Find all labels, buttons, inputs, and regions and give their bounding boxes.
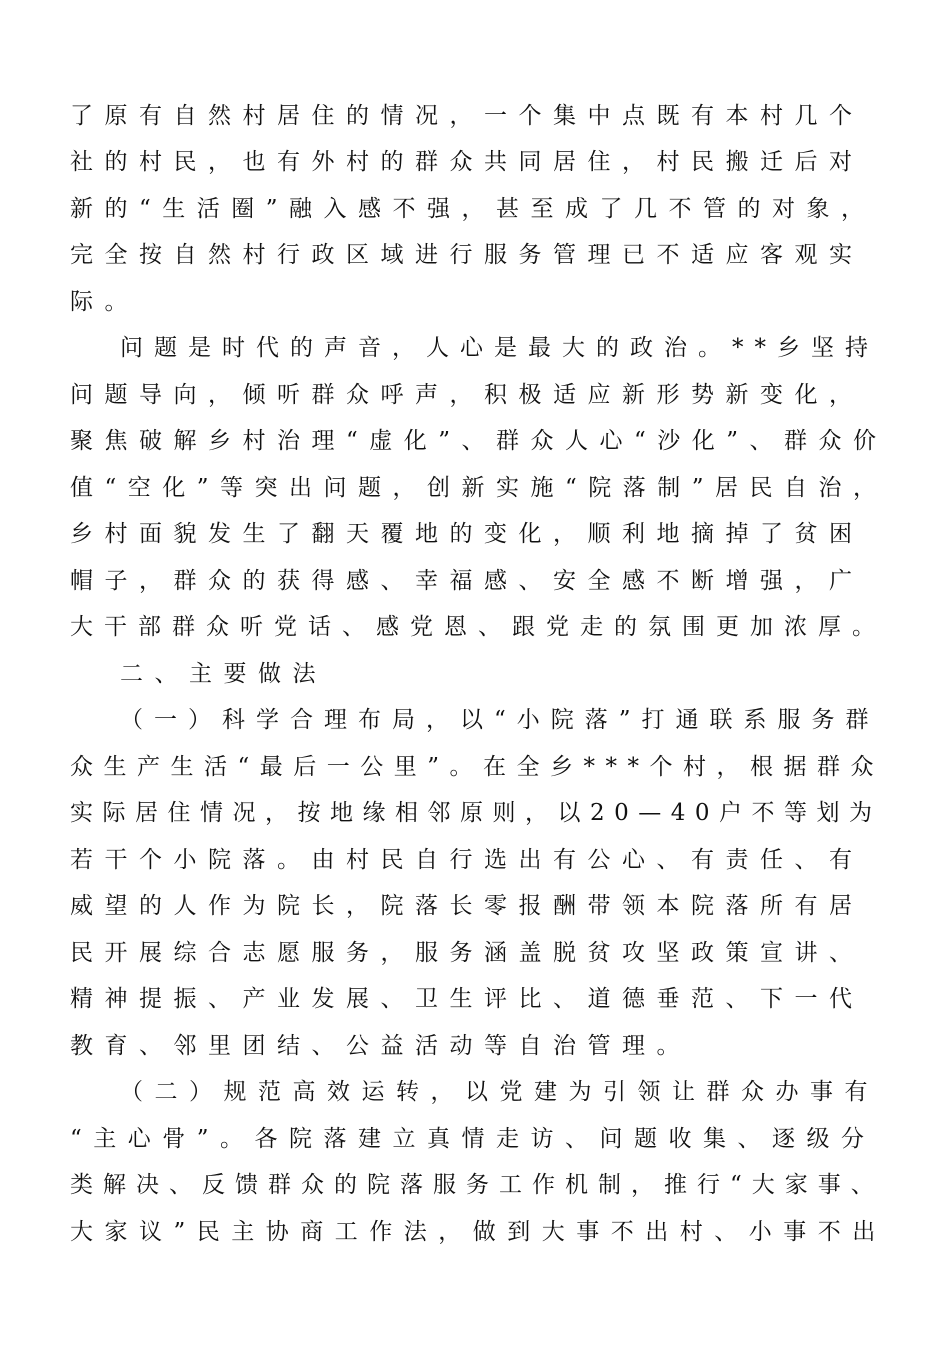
section-heading: 二、主要做法 [120,661,327,687]
text-line: 类解决、反馈群众的院落服务工作机制，推行“大家事、 [70,1172,884,1198]
text-line: 若干个小院落。由村民自行选出有公心、有责任、有 [70,847,864,873]
text-line: 问题导向，倾听群众呼声，积极适应新形势新变化， [70,382,864,408]
paragraph-start-line: （一）科学合理布局，以“小院落”打通联系服务群 [120,707,880,733]
text-line: 实际居住情况，按地缘相邻原则，以20—40户不等划为 [70,800,882,826]
text-line: 新的“生活圈”融入感不强，甚至成了几不管的对象， [70,196,876,222]
text-line: 威望的人作为院长，院落长零报酬带领本院落所有居 [70,893,864,919]
text-line: 帽子，群众的获得感、幸福感、安全感不断增强，广 [70,568,864,594]
paragraph-start-line: （二）规范高效运转，以党建为引领让群众办事有 [120,1079,879,1105]
text-line: 完全按自然村行政区域进行服务管理已不适应客观实 [70,242,864,268]
text-line: 教育、邻里团结、公益活动等自治管理。 [70,1033,691,1059]
text-line: 社的村民，也有外村的群众共同居住，村民搬迁后对 [70,149,864,175]
text-line: 际。 [70,289,139,315]
text-line: 聚焦破解乡村治理“虚化”、群众人心“沙化”、群众价 [70,428,888,454]
paragraph-start-line: 问题是时代的声音，人心是最大的政治。**乡坚持 [120,335,879,361]
text-line: “主心骨”。各院落建立真情走访、问题收集、逐级分 [70,1126,876,1152]
text-line: 民开展综合志愿服务，服务涵盖脱贫攻坚政策宣讲、 [70,940,864,966]
text-line: 大家议”民主协商工作法，做到大事不出村、小事不出 [70,1219,887,1245]
text-line: 精神提振、产业发展、卫生评比、道德垂范、下一代 [70,986,864,1012]
text-line: 乡村面貌发生了翻天覆地的变化，顺利地摘掉了贫困 [70,521,864,547]
text-line: 大干部群众听党话、感党恩、跟党走的氛围更加浓厚。 [70,614,886,640]
text-line: 了原有自然村居住的情况，一个集中点既有本村几个 [70,103,864,129]
text-line: 众生产生活“最后一公里”。在全乡***个村，根据群众 [70,754,885,780]
text-line: 值“空化”等突出问题，创新实施“院落制”居民自治， [70,475,888,501]
